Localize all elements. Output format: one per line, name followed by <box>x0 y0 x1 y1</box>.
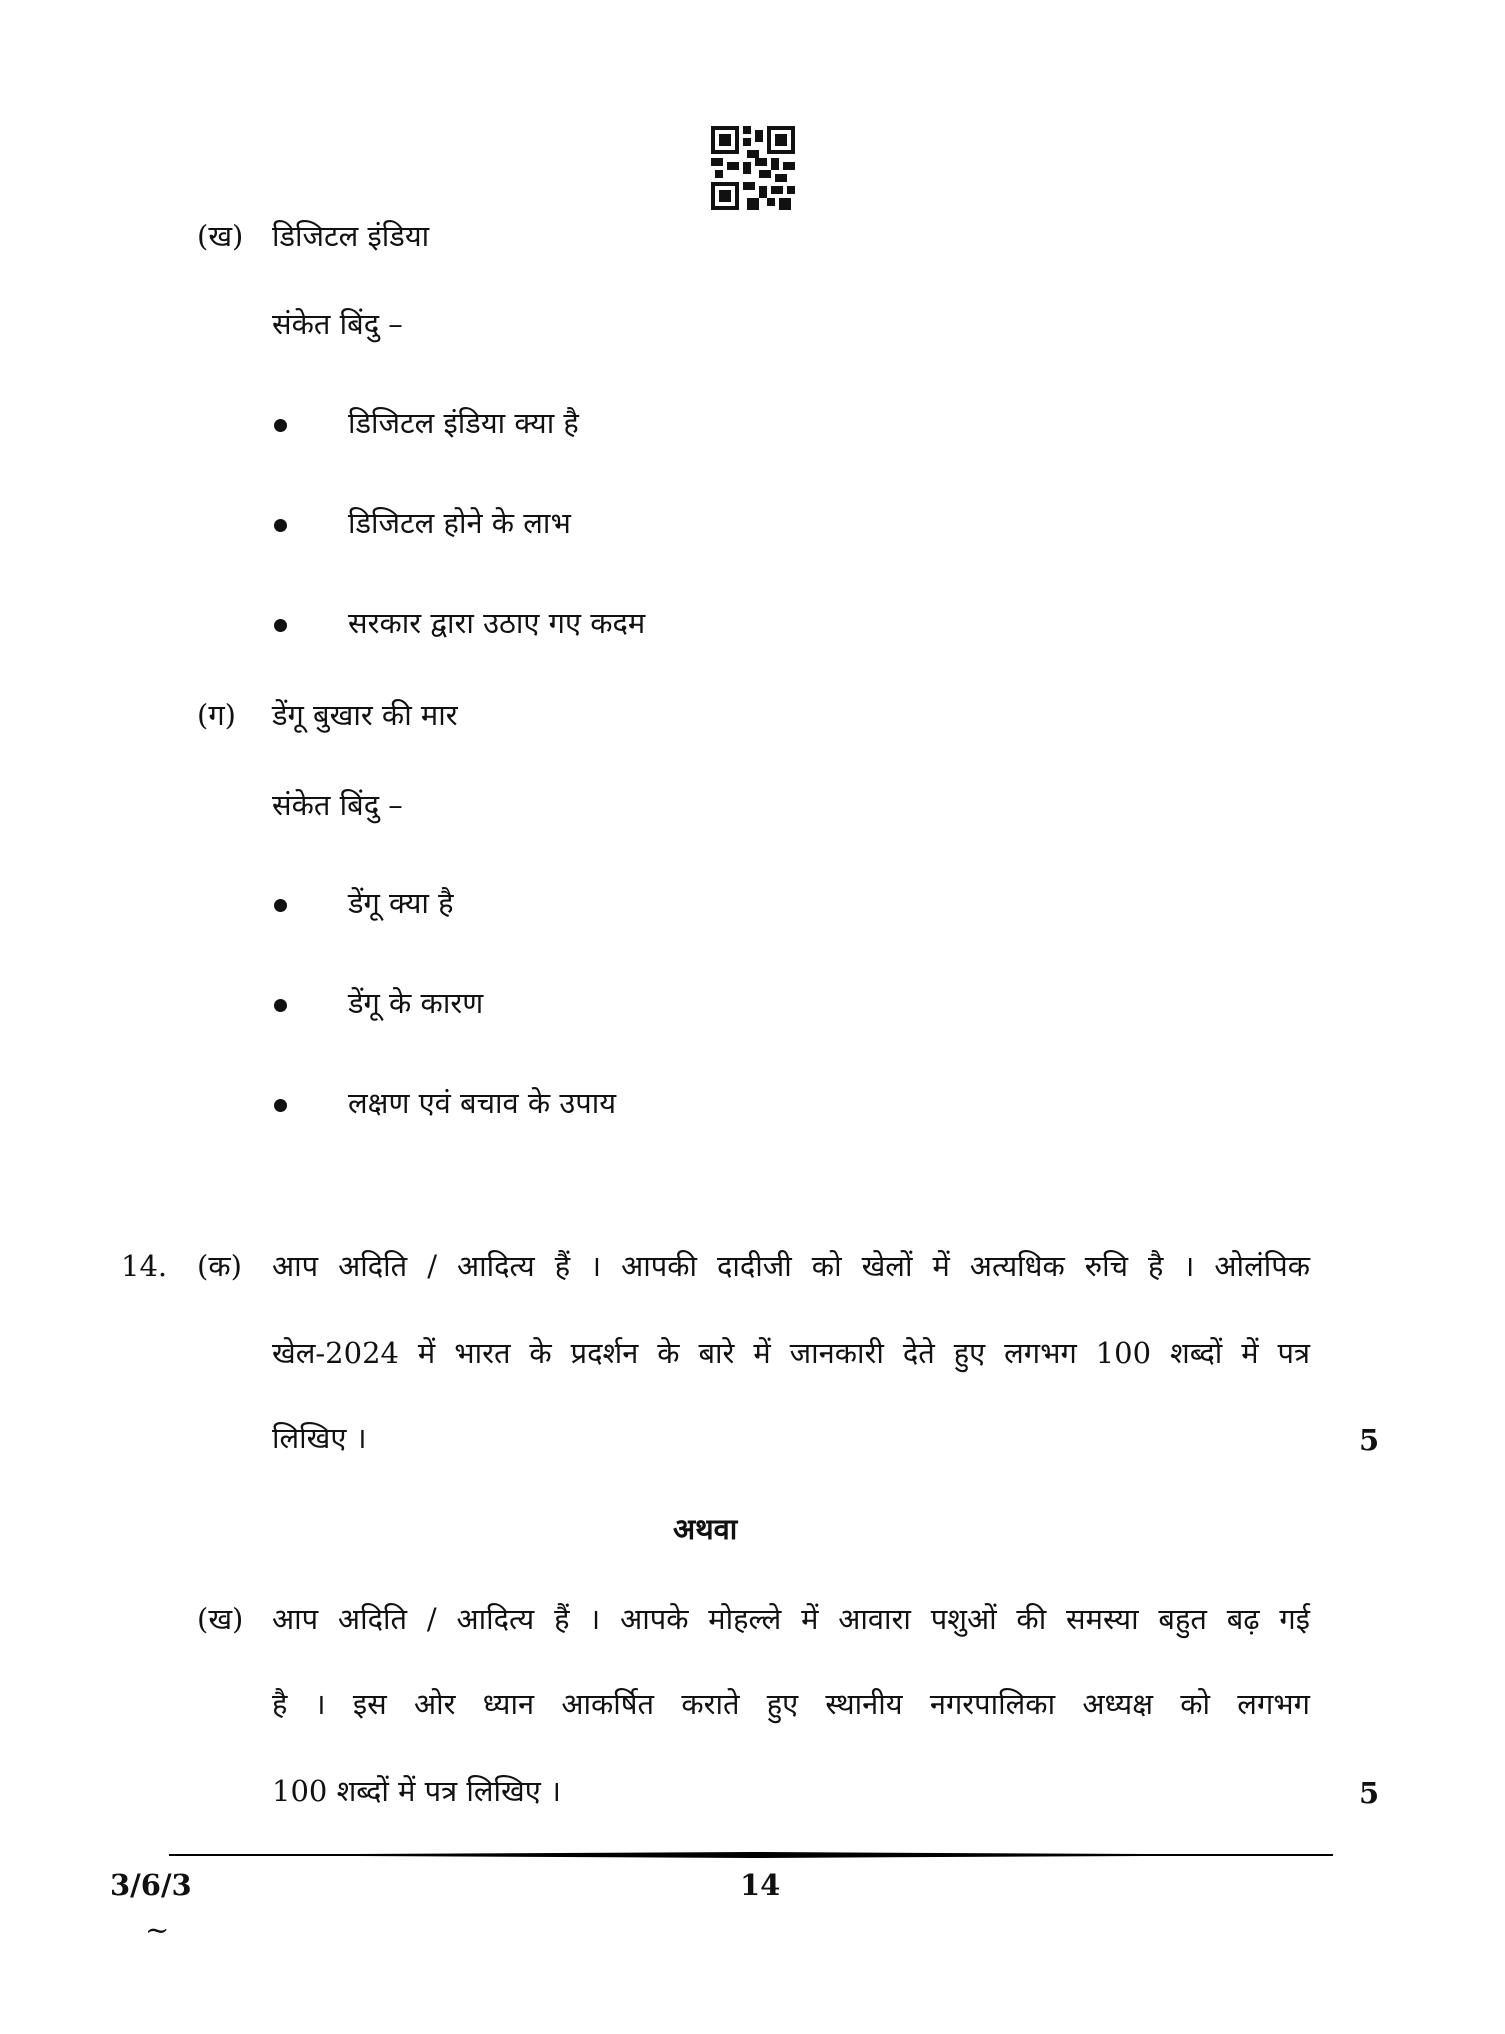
section-label: (ख) <box>197 219 244 253</box>
paper-code: 3/6/3 <box>110 1868 192 1902</box>
hint-point: लक्षण एवं बचाव के उपाय <box>348 1086 617 1120</box>
hint-points-label: संकेत बिंदु – <box>272 307 403 341</box>
question-part-label: (क) <box>197 1249 242 1283</box>
bullet-icon <box>274 899 287 912</box>
footer-divider-line <box>169 1854 1333 1856</box>
bullet-icon <box>274 1099 287 1112</box>
hint-points-label: संकेत बिंदु – <box>272 788 403 822</box>
hint-point: डिजिटल होने के लाभ <box>348 506 571 540</box>
section-label: (ग) <box>197 698 236 732</box>
hint-point: डेंगू क्या है <box>348 886 454 920</box>
qr-code <box>711 126 795 210</box>
hint-point: सरकार द्वारा उठाए गए कदम <box>348 606 646 640</box>
footer-mark: ~ <box>145 1913 170 1947</box>
question-text-line: आप अदिति / आदित्य हैं । आपकी दादीजी को खेलों में अत्यधिक रुचि है । ओलंपिक <box>272 1249 1310 1283</box>
question-text-line: है । इस ओर ध्यान आकर्षित कराते हुए स्थानीय नगरपालिका अध्यक्ष को लगभग <box>272 1687 1310 1721</box>
question-number: 14. <box>121 1249 168 1283</box>
bullet-icon <box>274 999 287 1012</box>
question-text-line: आप अदिति / आदित्य हैं । आपके मोहल्ले में आवारा पशुओं की समस्या बहुत बढ़ गई <box>272 1602 1310 1636</box>
hint-point: डिजिटल इंडिया क्या है <box>348 406 579 440</box>
or-separator: अथवा <box>673 1512 738 1546</box>
essay-topic-title: डेंगू बुखार की मार <box>272 698 458 732</box>
question-text-line: खेल-2024 में भारत के प्रदर्शन के बारे में जानकारी देते हुए लगभग 100 शब्दों में पत्र <box>272 1336 1310 1370</box>
question-marks: 5 <box>1359 1776 1380 1810</box>
page-number: 14 <box>740 1868 781 1902</box>
question-text-line: 100 शब्दों में पत्र लिखिए । <box>272 1774 561 1808</box>
question-text-line: लिखिए । <box>272 1421 367 1455</box>
essay-topic-title: डिजिटल इंडिया <box>272 219 430 253</box>
question-marks: 5 <box>1359 1423 1380 1457</box>
bullet-icon <box>274 619 287 632</box>
bullet-icon <box>274 519 287 532</box>
question-part-label: (ख) <box>197 1602 244 1636</box>
bullet-icon <box>274 419 287 432</box>
hint-point: डेंगू के कारण <box>348 986 484 1020</box>
